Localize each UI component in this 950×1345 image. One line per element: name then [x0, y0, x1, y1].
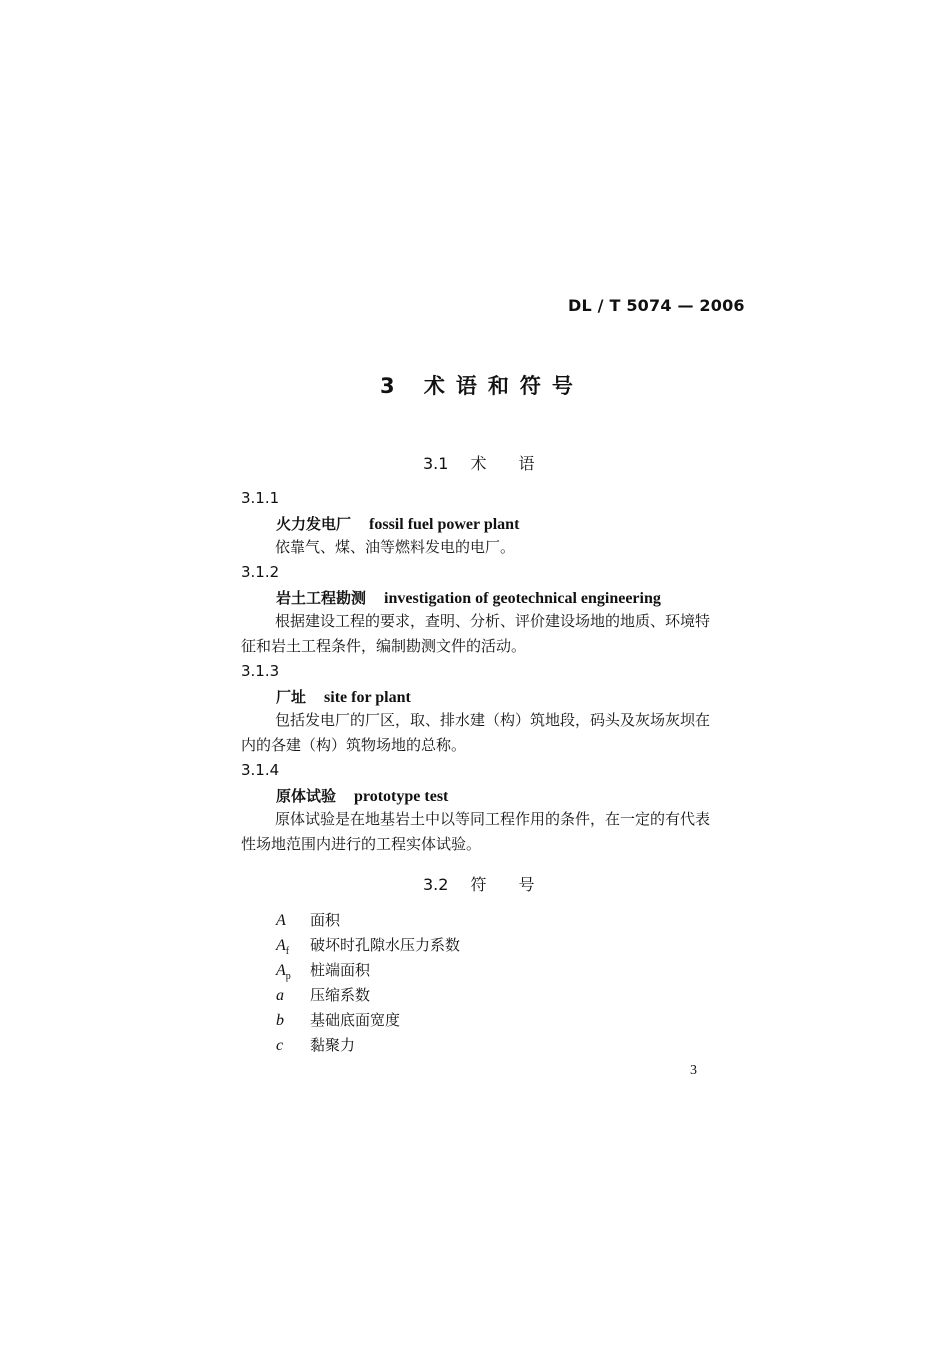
section-terms-heading	[423, 451, 534, 474]
term-en: site for plant	[324, 689, 411, 706]
symbol	[276, 937, 310, 957]
term-zh: 火力发电厂	[276, 515, 352, 533]
term-en: investigation of geotechnical engineering	[384, 590, 661, 607]
term-number: 3.1.2	[241, 563, 280, 581]
symbol-row	[276, 984, 370, 1007]
symbol-row	[276, 934, 460, 957]
term-heading	[276, 587, 661, 608]
chapter-title: 3 术语和符号	[380, 374, 584, 398]
symbol-meaning: 面积	[310, 911, 341, 929]
term-number: 3.1.3	[241, 662, 280, 680]
term-en: fossil fuel power plant	[369, 516, 520, 533]
symbol-meaning: 基础底面宽度	[310, 1011, 401, 1029]
definition-text: 根据建设工程的要求，查明、分析、评价建设场地的地质、环境特征和岩土工程条件，编制勘测文件的活动。	[241, 612, 711, 655]
symbol	[276, 912, 310, 932]
symbol	[276, 962, 310, 982]
term-number: 3.1.4	[241, 761, 280, 779]
definition-text: 包括发电厂的厂区，取、排水建（构）筑地段，码头及灰场灰坝在内的各建（构）筑物场地的总称。	[241, 711, 711, 754]
term-heading	[276, 686, 411, 707]
symbol	[276, 1012, 310, 1032]
symbol-letter: A	[276, 962, 286, 979]
term-definition	[241, 807, 713, 857]
symbol-letter: A	[276, 912, 286, 929]
symbol-letter: a	[276, 987, 284, 1004]
symbol-meaning: 桩端面积	[310, 961, 371, 979]
symbol-letter: c	[276, 1037, 284, 1054]
section-title-part: 号	[518, 875, 535, 894]
definition-text: 依靠气、煤、油等燃料发电的电厂。	[275, 538, 516, 556]
term-definition	[241, 535, 713, 560]
section-number: 3.2	[423, 875, 449, 894]
symbol-letter: b	[276, 1012, 284, 1029]
section-title-part: 符	[470, 875, 487, 894]
symbol-row	[276, 1034, 355, 1057]
symbol-subscript: f	[285, 946, 290, 958]
symbol-meaning: 压缩系数	[310, 986, 371, 1004]
symbol-row	[276, 959, 370, 982]
symbol-meaning: 黏聚力	[310, 1036, 356, 1054]
symbol-row	[276, 909, 340, 932]
term-heading	[276, 785, 448, 806]
term-zh: 厂址	[276, 688, 307, 706]
symbol-subscript: p	[285, 971, 291, 983]
page-number: 3	[690, 1063, 697, 1078]
term-definition	[241, 708, 713, 758]
definition-text: 原体试验是在地基岩土中以等同工程作用的条件，在一定的有代表性场地范围内进行的工程实体试验。	[241, 810, 711, 853]
section-number: 3.1	[423, 454, 449, 473]
document-number: DL / T 5074 — 2006	[568, 296, 745, 315]
term-definition	[241, 609, 713, 659]
term-heading	[276, 513, 519, 534]
symbol-meaning: 破坏时孔隙水压力系数	[310, 936, 461, 954]
symbol-row	[276, 1009, 400, 1032]
section-symbols-heading	[423, 872, 534, 895]
symbol	[276, 987, 310, 1007]
term-number: 3.1.1	[241, 489, 280, 507]
term-zh: 岩土工程勘测	[276, 589, 367, 607]
term-en: prototype test	[354, 788, 449, 805]
section-title-part: 术	[470, 454, 487, 473]
symbol	[276, 1037, 310, 1057]
term-zh: 原体试验	[276, 787, 337, 805]
symbol-letter: A	[276, 937, 286, 954]
section-title-part: 语	[518, 454, 535, 473]
